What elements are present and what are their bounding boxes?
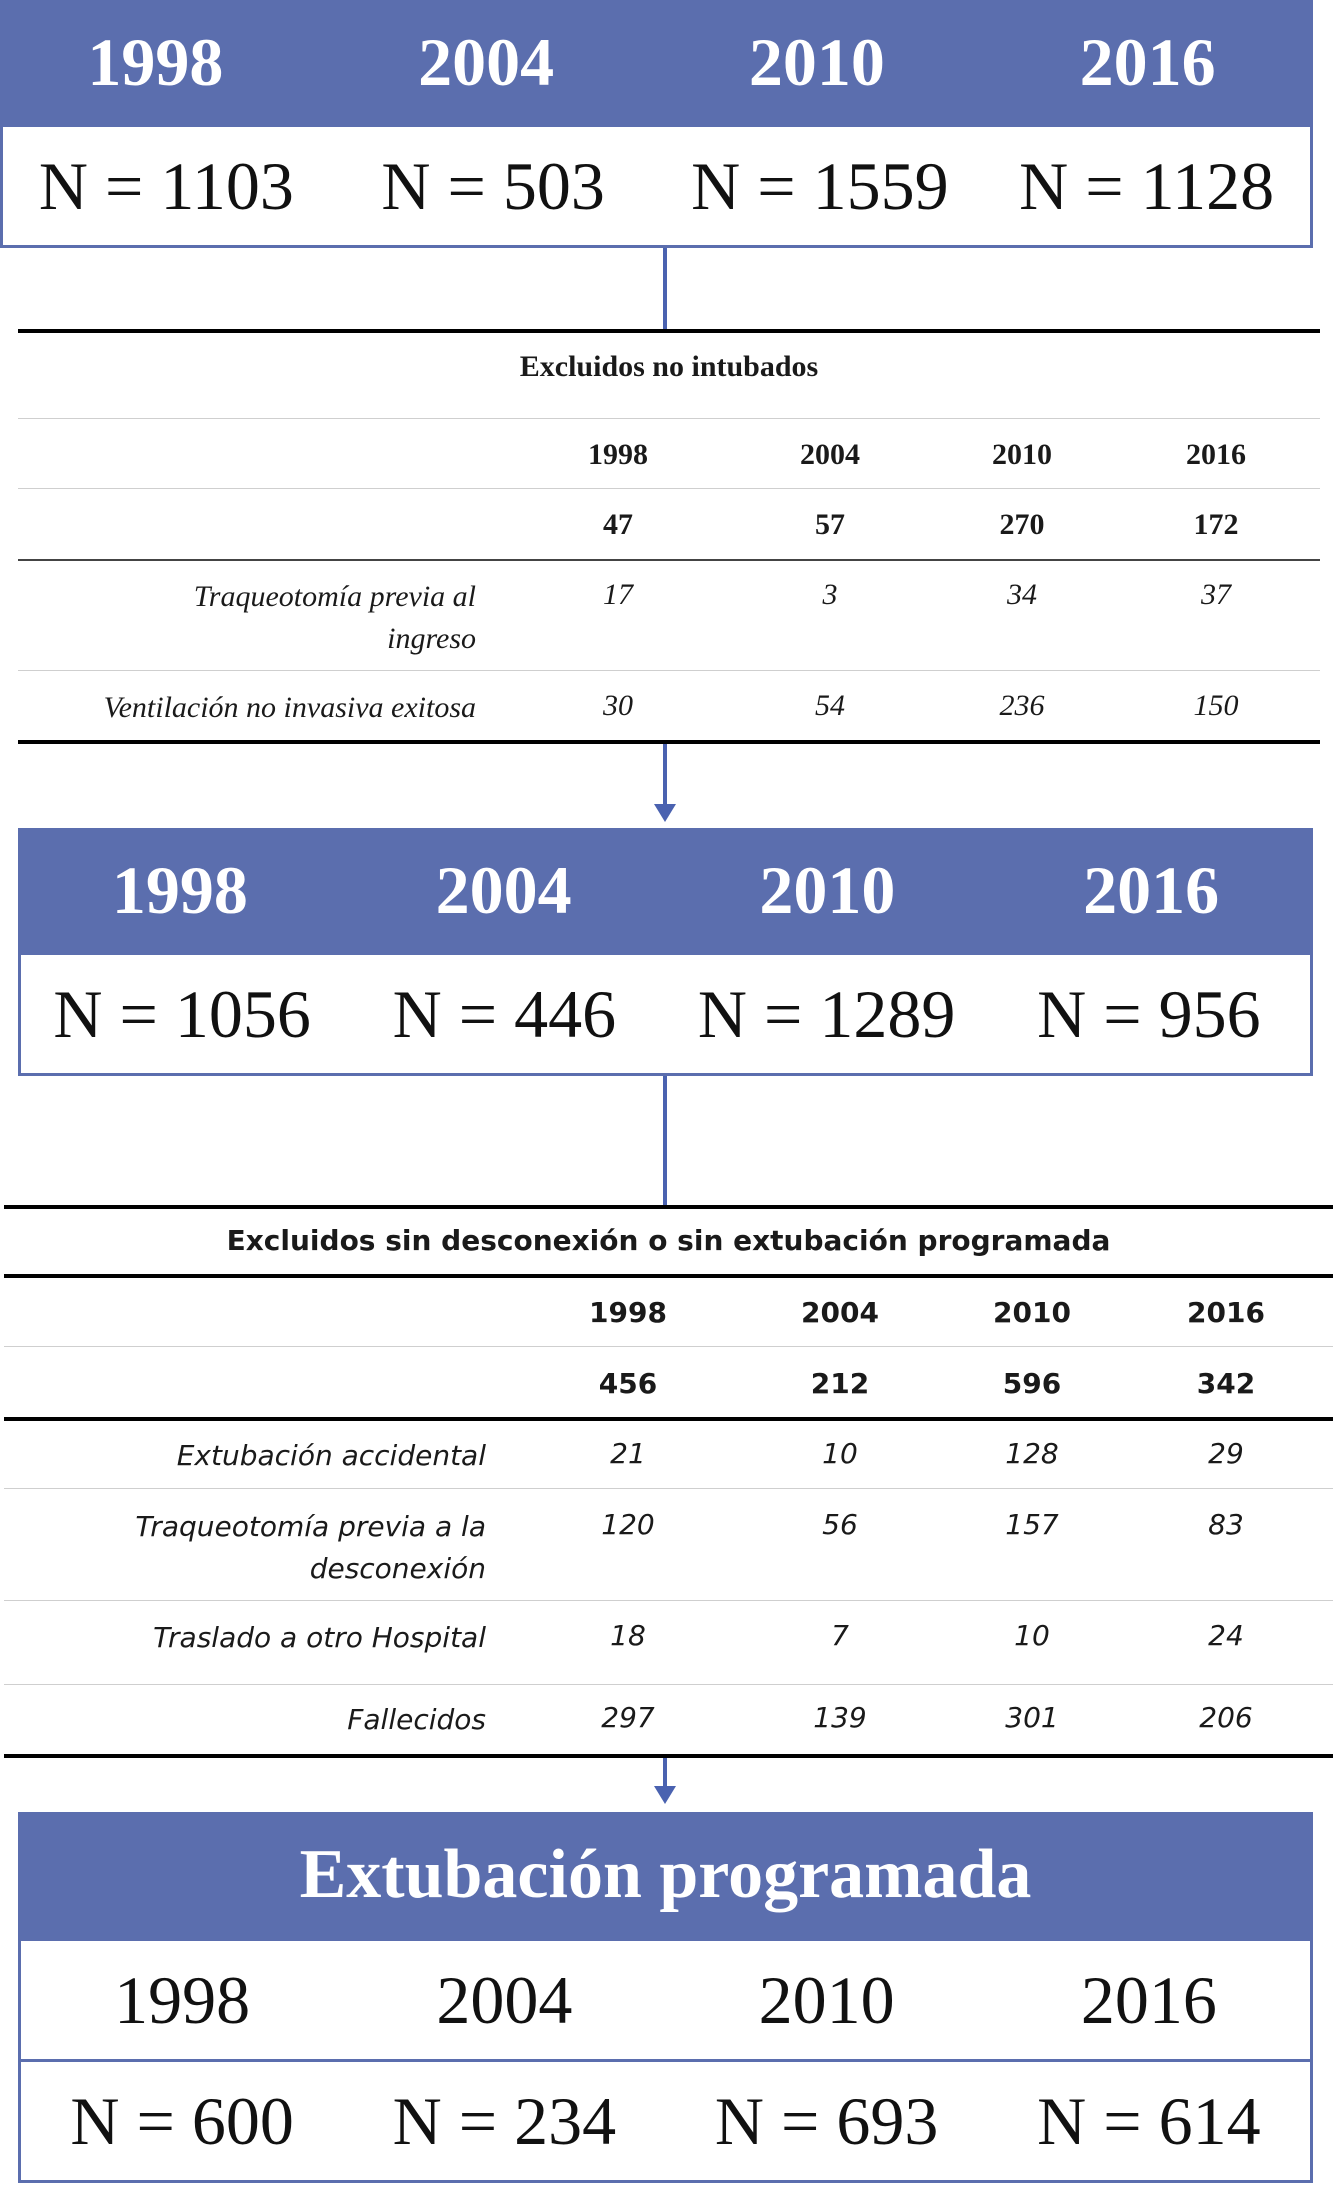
table1-total: 57 [815, 508, 845, 541]
divider [18, 418, 1320, 419]
box2-year: 1998 [111, 851, 248, 928]
table2-value: 301 [1005, 1701, 1059, 1734]
connector-line [663, 744, 667, 804]
label-line: Traqueotomía previa a la [135, 1510, 486, 1543]
table2-year: 2004 [801, 1296, 879, 1329]
box1-year: 2004 [418, 23, 555, 100]
table2-row-label: Traslado a otro Hospital [153, 1621, 486, 1654]
box1-year: 2016 [1079, 23, 1216, 100]
box3-year: 1998 [114, 1961, 251, 2038]
box3-counts [18, 2059, 1313, 2183]
table2-total: 456 [598, 1367, 658, 1400]
box3-count: N = 614 [1037, 2082, 1261, 2159]
table2-value: 128 [1005, 1437, 1059, 1470]
divider [4, 1600, 1333, 1601]
box3-year: 2010 [758, 1961, 895, 2038]
divider [18, 670, 1320, 671]
table1-value: 37 [1201, 578, 1231, 611]
box1-counts [0, 124, 1313, 248]
box2-count: N = 1056 [53, 975, 311, 1052]
table2-value: 157 [1005, 1508, 1059, 1541]
box1-count: N = 1103 [38, 147, 294, 224]
table1-row-label [18, 576, 476, 660]
label-line: Traqueotomía previa al [193, 580, 476, 613]
box3-count: N = 693 [714, 2082, 939, 2159]
table2-total: 596 [1002, 1367, 1062, 1400]
table1-value: 150 [1193, 689, 1239, 722]
divider [4, 1684, 1333, 1685]
box3-year: 2004 [436, 1961, 573, 2038]
divider [4, 1346, 1333, 1347]
table2-value: 56 [822, 1508, 858, 1541]
table2-value: 21 [610, 1437, 646, 1470]
table2-value: 83 [1208, 1508, 1244, 1541]
box2-count: N = 956 [1037, 975, 1261, 1052]
table2-value: 297 [601, 1701, 655, 1734]
table2-value: 206 [1199, 1701, 1253, 1734]
box3-count: N = 234 [392, 2082, 617, 2159]
connector-line [663, 1758, 667, 1786]
table1-total: 270 [999, 508, 1045, 541]
table2-row-label [4, 1506, 486, 1590]
table1-value: 34 [1007, 578, 1037, 611]
box2-count: N = 446 [392, 975, 617, 1052]
table1-year: 2010 [992, 438, 1052, 471]
table2-header-rule [4, 1274, 1333, 1278]
box2-year: 2010 [759, 851, 896, 928]
box3-year: 2016 [1080, 1961, 1217, 2038]
table2-row-label: Fallecidos [347, 1703, 486, 1736]
table2-value: 29 [1208, 1437, 1244, 1470]
arrow-down-icon [654, 1786, 676, 1804]
table1-row-label: Ventilación no invasiva exitosa [103, 691, 476, 724]
table1-year: 1998 [588, 438, 648, 471]
table2-total: 212 [810, 1367, 870, 1400]
table1-top-rule [18, 329, 1320, 333]
table1-value: 236 [999, 689, 1045, 722]
table2-row-label: Extubación accidental [176, 1439, 486, 1472]
table1-value: 17 [603, 578, 633, 611]
box1-count: N = 503 [381, 147, 605, 224]
table2-value: 120 [601, 1508, 655, 1541]
table1-total: 47 [603, 508, 633, 541]
box1-year: 1998 [87, 23, 224, 100]
table2-bottom-rule [4, 1754, 1333, 1758]
box2-counts [18, 952, 1313, 1076]
table1-value: 54 [815, 689, 845, 722]
table2-mid-rule [4, 1417, 1333, 1421]
table2-title: Excluidos sin desconexión o sin extubación programada [226, 1224, 1111, 1257]
table2-value: 139 [813, 1701, 867, 1734]
connector-line [663, 248, 667, 330]
table2-year: 1998 [589, 1296, 667, 1329]
table1-value: 30 [603, 689, 633, 722]
connector-line [663, 1076, 667, 1206]
divider [4, 1488, 1333, 1489]
arrow-down-icon [654, 804, 676, 822]
table1-year: 2016 [1186, 438, 1246, 471]
table1-year: 2004 [800, 438, 860, 471]
table2-value: 10 [822, 1437, 858, 1470]
divider [18, 488, 1320, 489]
box2-year: 2016 [1083, 851, 1220, 928]
label-line: ingreso [387, 622, 476, 655]
label-line: desconexión [309, 1552, 486, 1585]
table2-value: 24 [1208, 1619, 1244, 1652]
box1-year: 2010 [748, 23, 885, 100]
box2-count: N = 1289 [697, 975, 956, 1052]
box1-years-header [0, 0, 1313, 124]
box3-count: N = 600 [70, 2082, 294, 2159]
table1-mid-rule [18, 559, 1320, 561]
box3-title-header [18, 1812, 1313, 1938]
box1-count: N = 1559 [691, 147, 949, 224]
table1-title: Excluidos no intubados [519, 350, 819, 383]
box2-years-header [18, 828, 1313, 952]
table2-value: 7 [831, 1619, 849, 1652]
table1-value: 3 [822, 578, 838, 611]
table2-total: 342 [1196, 1367, 1256, 1400]
table2-year: 2010 [993, 1296, 1071, 1329]
box3-years [18, 1938, 1313, 2062]
table1-total: 172 [1193, 508, 1239, 541]
table2-value: 18 [610, 1619, 646, 1652]
table2-top-rule [4, 1205, 1333, 1209]
box3-title: Extubación programada [299, 1836, 1032, 1913]
box2-year: 2004 [435, 851, 572, 928]
table1-bottom-rule [18, 740, 1320, 744]
table2-year: 2016 [1187, 1296, 1265, 1329]
box1-count: N = 1128 [1019, 147, 1275, 224]
table2-value: 10 [1014, 1619, 1050, 1652]
